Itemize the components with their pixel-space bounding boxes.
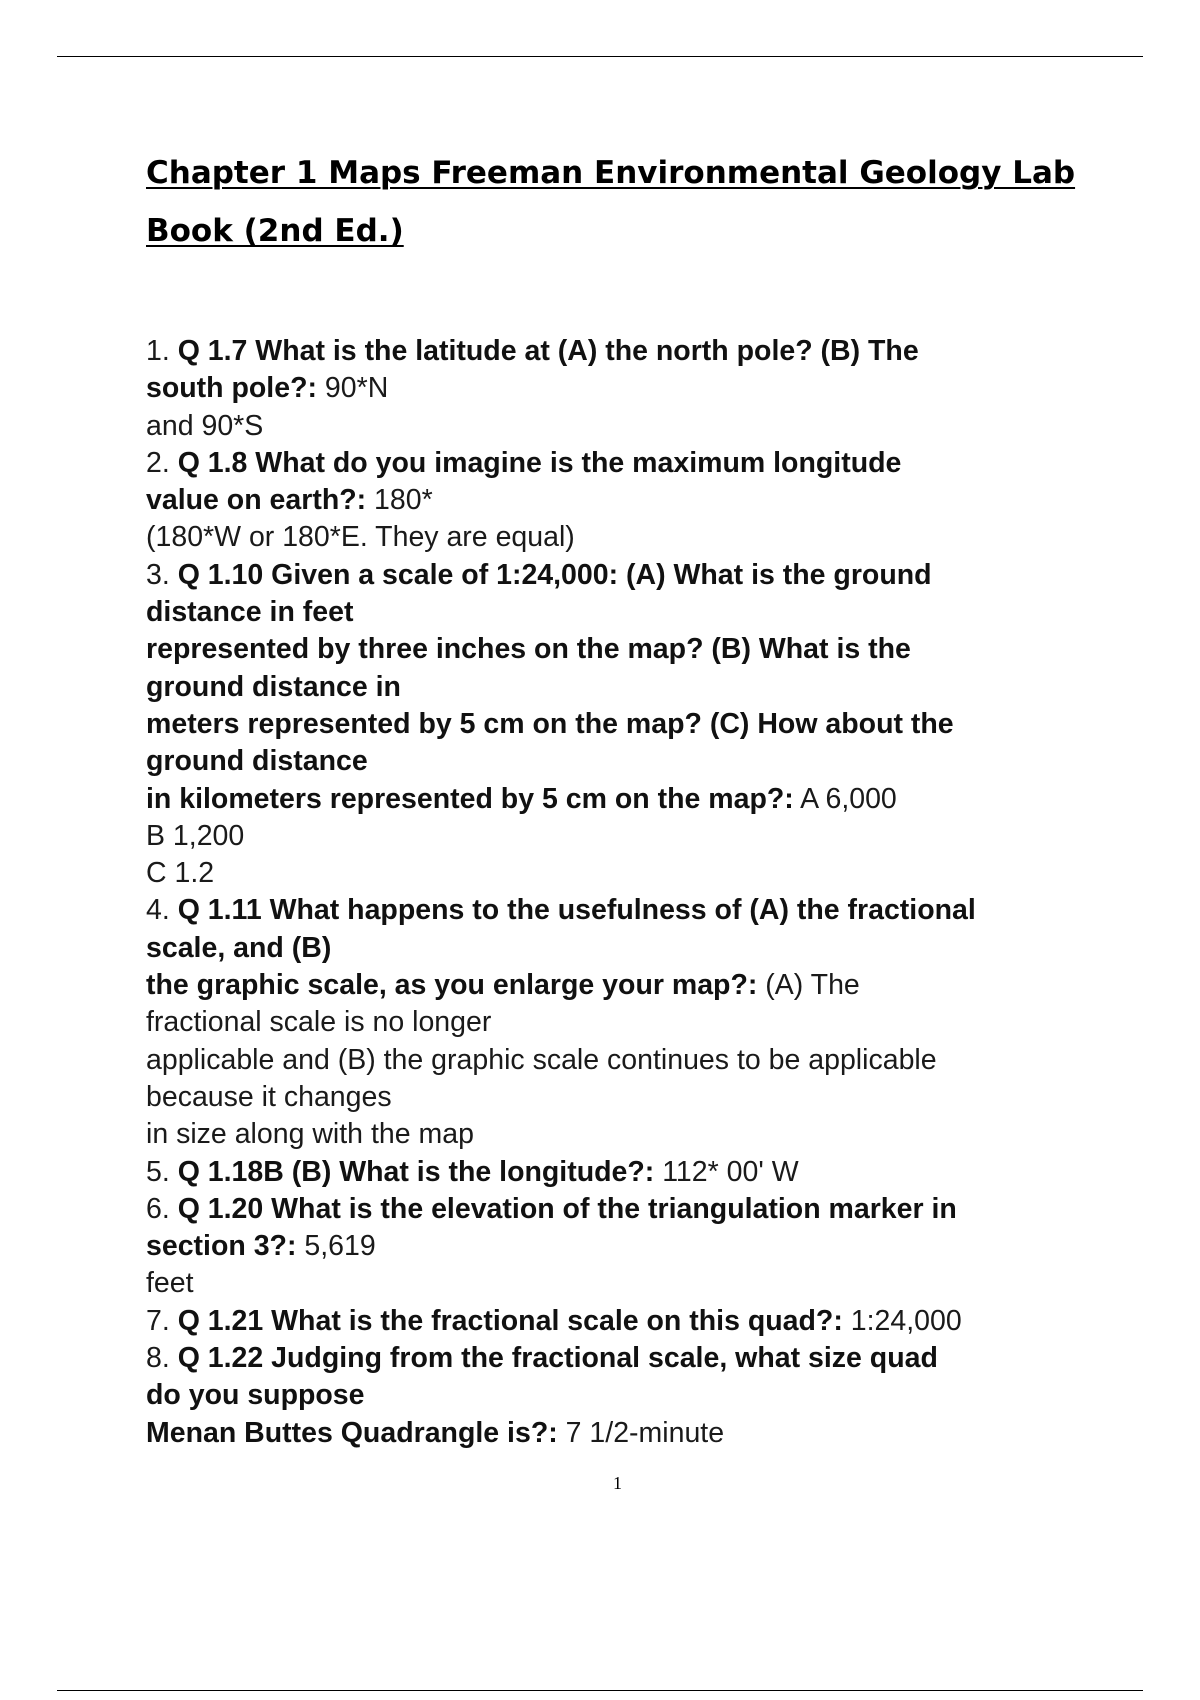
answer-text: because it changes bbox=[146, 1080, 392, 1113]
text-line bbox=[146, 1340, 1146, 1377]
text-line bbox=[146, 370, 1146, 407]
text-line bbox=[146, 743, 1146, 780]
text-line bbox=[146, 1042, 1146, 1079]
question-text: meters represented by 5 cm on the map? (C) How about the bbox=[146, 707, 954, 740]
document-title bbox=[146, 144, 1106, 260]
question-text: represented by three inches on the map? (B) What is the bbox=[146, 633, 911, 666]
title-line-2: Book (2nd Ed.) bbox=[146, 213, 404, 249]
text-line bbox=[146, 1265, 1146, 1302]
bottom-rule bbox=[57, 1690, 1143, 1691]
answer-text: 6. bbox=[146, 1192, 178, 1225]
text-line bbox=[146, 333, 1146, 370]
question-text: the graphic scale, as you enlarge your map?: bbox=[146, 969, 758, 1002]
answer-text: 180* bbox=[366, 484, 433, 517]
answer-text: fractional scale is no longer bbox=[146, 1006, 492, 1039]
answer-text: 3. bbox=[146, 558, 178, 591]
question-text: Q 1.11 What happens to the usefulness of (A) the fractional bbox=[177, 894, 976, 927]
title-line-1: Chapter 1 Maps Freeman Environmental Geology Lab bbox=[146, 155, 1076, 191]
answer-text: 1:24,000 bbox=[842, 1304, 962, 1337]
top-rule bbox=[57, 56, 1143, 57]
answer-text: and 90*S bbox=[146, 409, 264, 442]
answer-text: B 1,200 bbox=[146, 819, 245, 852]
question-text: Menan Buttes Quadrangle is?: bbox=[146, 1416, 558, 1449]
text-line bbox=[146, 408, 1146, 445]
text-line bbox=[146, 1415, 1146, 1452]
text-line bbox=[146, 482, 1146, 519]
question-text: Q 1.7 What is the latitude at (A) the north pole? (B) The bbox=[177, 335, 919, 367]
answer-text: C 1.2 bbox=[146, 857, 215, 890]
answer-text: A 6,000 bbox=[793, 782, 897, 815]
answer-text: feet bbox=[146, 1267, 194, 1300]
answer-text: 4. bbox=[146, 894, 178, 927]
answer-text: in size along with the map bbox=[146, 1118, 474, 1151]
text-line bbox=[146, 855, 1146, 892]
question-text: Q 1.10 Given a scale of 1:24,000: (A) What is the ground bbox=[177, 558, 932, 591]
answer-text: 5,619 bbox=[296, 1230, 376, 1263]
answer-text: 2. bbox=[146, 446, 178, 479]
text-line bbox=[146, 1377, 1146, 1414]
text-line bbox=[146, 1303, 1146, 1340]
text-line bbox=[146, 1154, 1146, 1191]
answer-text: 1. bbox=[146, 335, 178, 367]
question-text: section 3?: bbox=[146, 1230, 297, 1263]
text-line bbox=[146, 930, 1146, 967]
answer-text: 7. bbox=[146, 1304, 178, 1337]
question-text: Q 1.21 What is the fractional scale on this quad?: bbox=[177, 1304, 843, 1337]
answer-text: 5. bbox=[146, 1155, 178, 1188]
answer-text: 112* 00' W bbox=[654, 1155, 799, 1188]
text-line bbox=[146, 892, 1146, 929]
text-line bbox=[146, 557, 1146, 594]
answer-text: applicable and (B) the graphic scale continues to be applicable bbox=[146, 1043, 937, 1076]
text-line bbox=[146, 445, 1146, 482]
text-line bbox=[146, 818, 1146, 855]
text-line bbox=[146, 631, 1146, 668]
question-text: Q 1.8 What do you imagine is the maximum longitude bbox=[177, 446, 902, 479]
text-line bbox=[146, 1191, 1146, 1228]
text-line bbox=[146, 1079, 1146, 1116]
answer-text: (A) The bbox=[757, 969, 860, 1002]
question-text: ground distance in bbox=[146, 670, 401, 703]
question-text: do you suppose bbox=[146, 1379, 365, 1412]
text-line bbox=[146, 1228, 1146, 1265]
question-text: ground distance bbox=[146, 745, 368, 778]
text-line bbox=[146, 967, 1146, 1004]
text-line bbox=[146, 706, 1146, 743]
question-text: scale, and (B) bbox=[146, 931, 332, 964]
question-text: Q 1.18B (B) What is the longitude?: bbox=[177, 1155, 655, 1188]
text-line bbox=[146, 781, 1146, 818]
answer-text: (180*W or 180*E. They are equal) bbox=[146, 521, 575, 554]
text-line bbox=[146, 1116, 1146, 1153]
text-line bbox=[146, 669, 1146, 706]
text-line bbox=[146, 519, 1146, 556]
question-text: in kilometers represented by 5 cm on the map?: bbox=[146, 782, 794, 815]
question-text: south pole?: bbox=[146, 372, 317, 405]
question-text: value on earth?: bbox=[146, 484, 367, 517]
text-line bbox=[146, 1004, 1146, 1041]
answer-text: 7 1/2-minute bbox=[557, 1416, 725, 1449]
answer-text: 90*N bbox=[316, 372, 389, 405]
question-text: Q 1.22 Judging from the fractional scale, what size quad bbox=[177, 1342, 938, 1375]
page-number: 1 bbox=[613, 1473, 622, 1493]
question-text: Q 1.20 What is the elevation of the triangulation marker in bbox=[177, 1192, 957, 1225]
question-answer-list bbox=[146, 333, 1146, 1452]
text-line bbox=[146, 594, 1146, 631]
answer-text: 8. bbox=[146, 1342, 178, 1375]
question-text: distance in feet bbox=[146, 596, 354, 629]
